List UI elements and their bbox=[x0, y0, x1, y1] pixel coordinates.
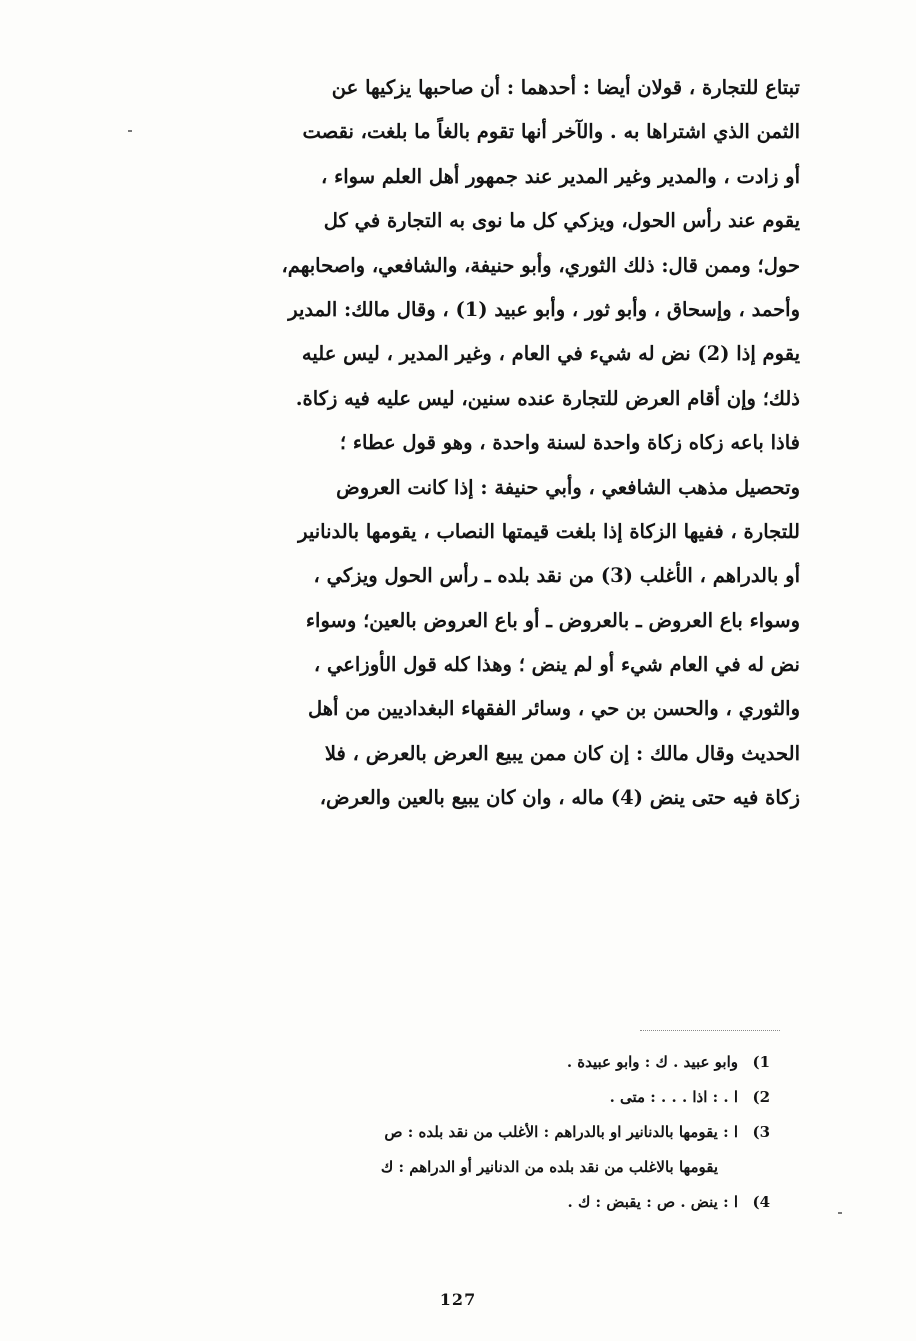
text-line: أو بالدراهم ، الأغلب (3) من نقد بلده ـ رأس الحول ويزكي ، bbox=[313, 564, 800, 588]
footnote-text: ا : ينض . ص : يقبض : ك . bbox=[567, 1193, 738, 1211]
footnote-number: 2) bbox=[752, 1088, 770, 1106]
footnote-number: 3) bbox=[752, 1123, 770, 1141]
footnote-number: 4) bbox=[752, 1193, 770, 1211]
text-line: نض له في العام شيء أو لم ينض ؛ وهذا كله قول الأوزاعي ، bbox=[313, 653, 800, 677]
footnote-number: 1) bbox=[752, 1053, 770, 1071]
footnote-text: وابو عبيد . ك : وابو عبيدة . bbox=[566, 1053, 738, 1071]
footnote-text: يقومها بالاغلب من نقد بلده من الدنانير أو الدراهم : ك bbox=[380, 1158, 718, 1176]
text-line: وسواء باع العروض ـ بالعروض ـ أو باع العروض بالعين؛ وسواء bbox=[305, 608, 800, 632]
text-line: وأحمد ، وإسحاق ، وأبو ثور ، وأبو عبيد (1) ، وقال مالك: المدير bbox=[288, 297, 800, 321]
text-line: الحديث وقال مالك : إن كان ممن يبيع العرض بالعرض ، فلا bbox=[324, 741, 800, 765]
footnote-text: ا . : اذا . . . : متى . bbox=[609, 1088, 738, 1106]
text-line: حول؛ وممن قال: ذلك الثوري، وأبو حنيفة، والشافعي، واصحابهم، bbox=[281, 253, 800, 277]
text-line: يقوم إذا (2) نض له شيء في العام ، وغير المدير ، ليس عليه bbox=[301, 342, 800, 366]
text-line: والثوري ، والحسن بن حي ، وسائر الفقهاء البغداديين من أهل bbox=[307, 697, 800, 721]
margin-speck bbox=[838, 1212, 842, 1214]
text-line: ذلك؛ وإن أقام العرض للتجارة عنده سنين، ليس عليه فيه زكاة. bbox=[295, 386, 800, 410]
margin-speck bbox=[128, 130, 132, 132]
footnote-2 bbox=[150, 1080, 770, 1115]
text-line: تبتاع للتجارة ، قولان أيضا : أحدهما : أن صاحبها يزكيها عن bbox=[331, 76, 800, 99]
text-line: يقوم عند رأس الحول، ويزكي كل ما نوى به التجارة في كل bbox=[323, 209, 800, 233]
footnote-3-continuation bbox=[150, 1150, 770, 1185]
main-text-block bbox=[150, 66, 800, 821]
text-line: أو زادت ، والمدير وغير المدير عند جمهور أهل العلم سواء ، bbox=[321, 164, 800, 188]
footnote-4 bbox=[150, 1185, 770, 1220]
footnote-3 bbox=[150, 1115, 770, 1150]
footnote-1 bbox=[150, 1045, 770, 1080]
text-line: زكاة فيه حتى ينض (4) ماله ، وان كان يبيع بالعين والعرض، bbox=[319, 786, 800, 810]
page-number: 127 bbox=[439, 1290, 477, 1309]
text-line: وتحصيل مذهب الشافعي ، وأبي حنيفة : إذا كانت العروض bbox=[336, 475, 800, 499]
text-line: الثمن الذي اشتراها به . والآخر أنها تقوم بالغاً ما بلغت، نقصت bbox=[302, 120, 800, 144]
text-line: فاذا باعه زكاه زكاة واحدة لسنة واحدة ، وهو قول عطاء ؛ bbox=[339, 431, 800, 455]
footnote-separator bbox=[640, 1030, 780, 1031]
footnotes-block bbox=[150, 1045, 770, 1220]
text-line: للتجارة ، ففيها الزكاة إذا بلغت قيمتها النصاب ، يقومها بالدنانير bbox=[298, 519, 800, 543]
footnote-text: ا : يقومها بالدنانير او بالدراهم : الأغلب من نقد بلده : ص bbox=[384, 1123, 738, 1141]
